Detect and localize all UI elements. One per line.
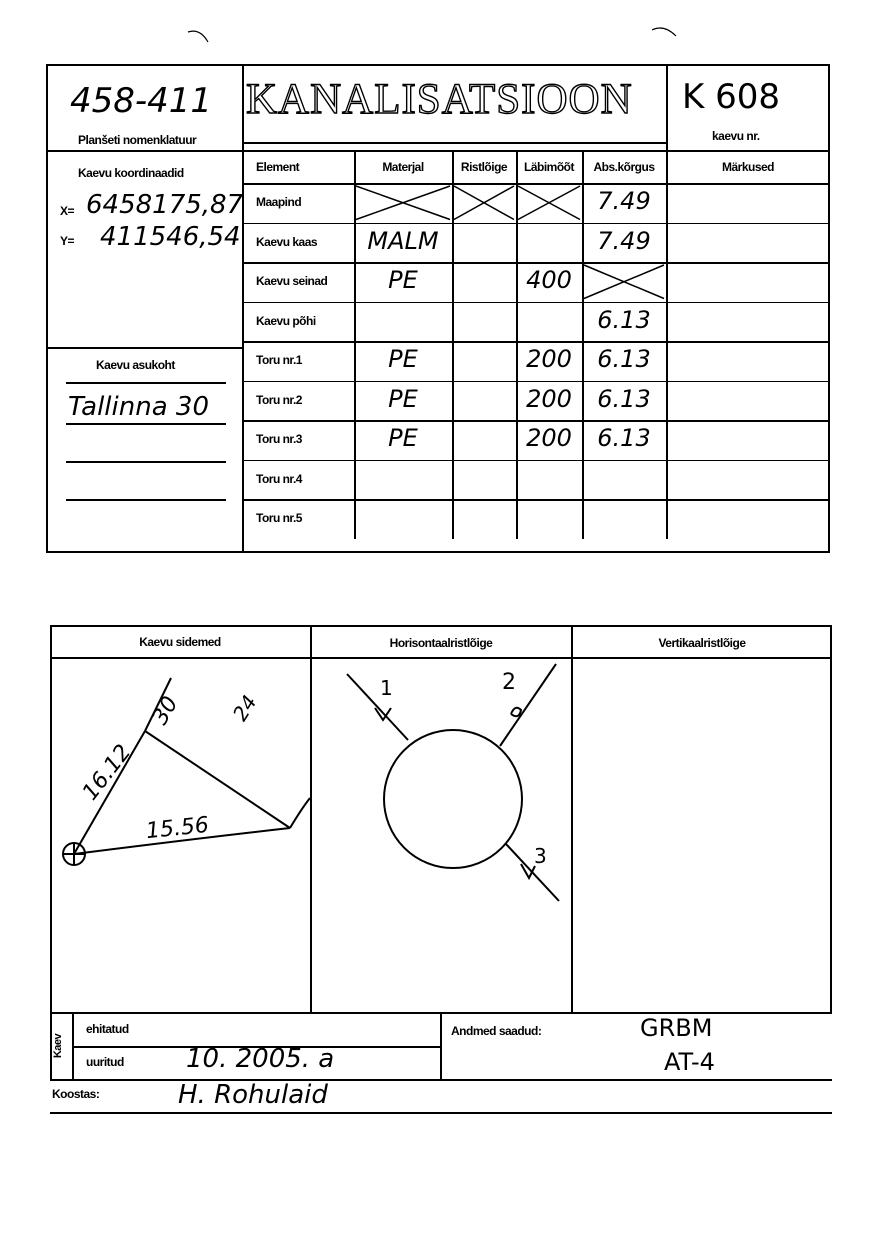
table-row-label: Kaevu põhi — [256, 313, 316, 328]
data-source-value-2: AT-4 — [664, 1048, 715, 1076]
crossed-cell — [582, 262, 666, 302]
table-cell-diameter: 200 — [526, 424, 572, 452]
page-title: KANALISATSIOON — [246, 76, 633, 123]
pipe-label-1: 1 — [380, 676, 393, 700]
table-row-label: Toru nr.5 — [256, 511, 302, 525]
tie-distance-c: 15.56 — [144, 812, 211, 845]
table-cell-elevation: 6.13 — [597, 345, 651, 373]
table-header-notes: Märkused — [721, 160, 775, 174]
side-label: Kaev — [52, 1033, 65, 1059]
table-cell-material: PE — [388, 345, 418, 373]
data-source-label: Andmed saadud: — [451, 1024, 542, 1038]
sheet-number-label: Planšeti nomenklatuur — [78, 133, 197, 147]
table-row-label: Toru nr.2 — [256, 392, 302, 407]
table-cell-elevation: 6.13 — [597, 424, 651, 452]
table-cell-material: PE — [388, 266, 418, 294]
table-row-label: Toru nr.4 — [256, 471, 302, 486]
pipe-label-3: 3 — [534, 844, 547, 868]
tie-distance-a: 16.12 — [77, 740, 137, 806]
table-cell-elevation: 6.13 — [597, 384, 651, 413]
y-coordinate: 411546,54 — [100, 222, 241, 252]
vertical-section-label: Vertikaalristlõige — [658, 636, 746, 650]
coordinates-label: Kaevu koordinaadid — [78, 166, 184, 180]
surveyed-date: 10. 2005. a — [186, 1044, 335, 1074]
sheet-number: 458-411 — [70, 81, 213, 121]
header-divider — [46, 150, 830, 152]
crossed-cell — [516, 183, 582, 223]
location-label: Kaevu asukoht — [96, 358, 175, 372]
surveyed-label: uuritud — [86, 1055, 124, 1069]
table-cell-diameter: 400 — [526, 266, 572, 294]
ties-label: Kaevu sidemed — [139, 635, 221, 649]
table-cell-elevation: 6.13 — [597, 305, 651, 334]
y-prefix: Y= — [60, 234, 75, 248]
well-number-label: kaevu nr. — [712, 129, 760, 143]
built-label: ehitatud — [86, 1022, 129, 1036]
author-name: H. Rohulaid — [178, 1080, 328, 1110]
crossed-cell — [452, 183, 516, 223]
table-header-cross: Ristlõige — [460, 160, 508, 174]
data-source-value-1: GRBM — [640, 1014, 713, 1042]
location-line-2 — [66, 461, 226, 463]
table-row-label: Kaevu seinad — [256, 274, 328, 288]
table-row-label: Toru nr.3 — [256, 432, 302, 446]
author-label: Koostas: — [52, 1087, 100, 1101]
location-line-1: Tallinna 30 — [68, 392, 209, 422]
table-cell-diameter: 200 — [526, 345, 572, 373]
horizontal-section-label: Horisontaalristlõige — [389, 636, 493, 650]
table-header-diameter: Läbimõõt — [524, 160, 574, 174]
table-cell-material: PE — [388, 424, 418, 452]
table-row-label: Toru nr.1 — [256, 353, 302, 367]
crossed-cell — [354, 183, 452, 223]
table-cell-diameter: 200 — [526, 384, 572, 413]
pipe-label-2: 2 — [502, 670, 516, 695]
x-coordinate: 6458175,87 — [86, 190, 244, 220]
table-header-elevation: Abs.kõrgus — [593, 160, 655, 174]
punch-mark-left — [186, 28, 216, 48]
horizontal-section-sketch — [311, 658, 571, 1013]
table-header-material: Materjal — [382, 160, 424, 174]
table-cell-material: MALM — [367, 226, 439, 255]
location-line-3 — [66, 499, 226, 501]
table-cell-elevation: 7.49 — [597, 187, 651, 215]
table-cell-elevation: 7.49 — [597, 226, 651, 255]
table-header-element: Element — [256, 160, 300, 174]
table-row-label: Maapind — [256, 195, 302, 209]
table-row-label: Kaevu kaas — [256, 234, 318, 249]
table-cell-material: PE — [388, 384, 418, 413]
punch-mark-right — [650, 26, 680, 46]
x-prefix: X= — [60, 204, 75, 218]
tie-distance-d: 24 — [227, 690, 262, 726]
tie-distance-b: 30 — [147, 692, 184, 730]
well-number: K 608 — [682, 77, 780, 117]
